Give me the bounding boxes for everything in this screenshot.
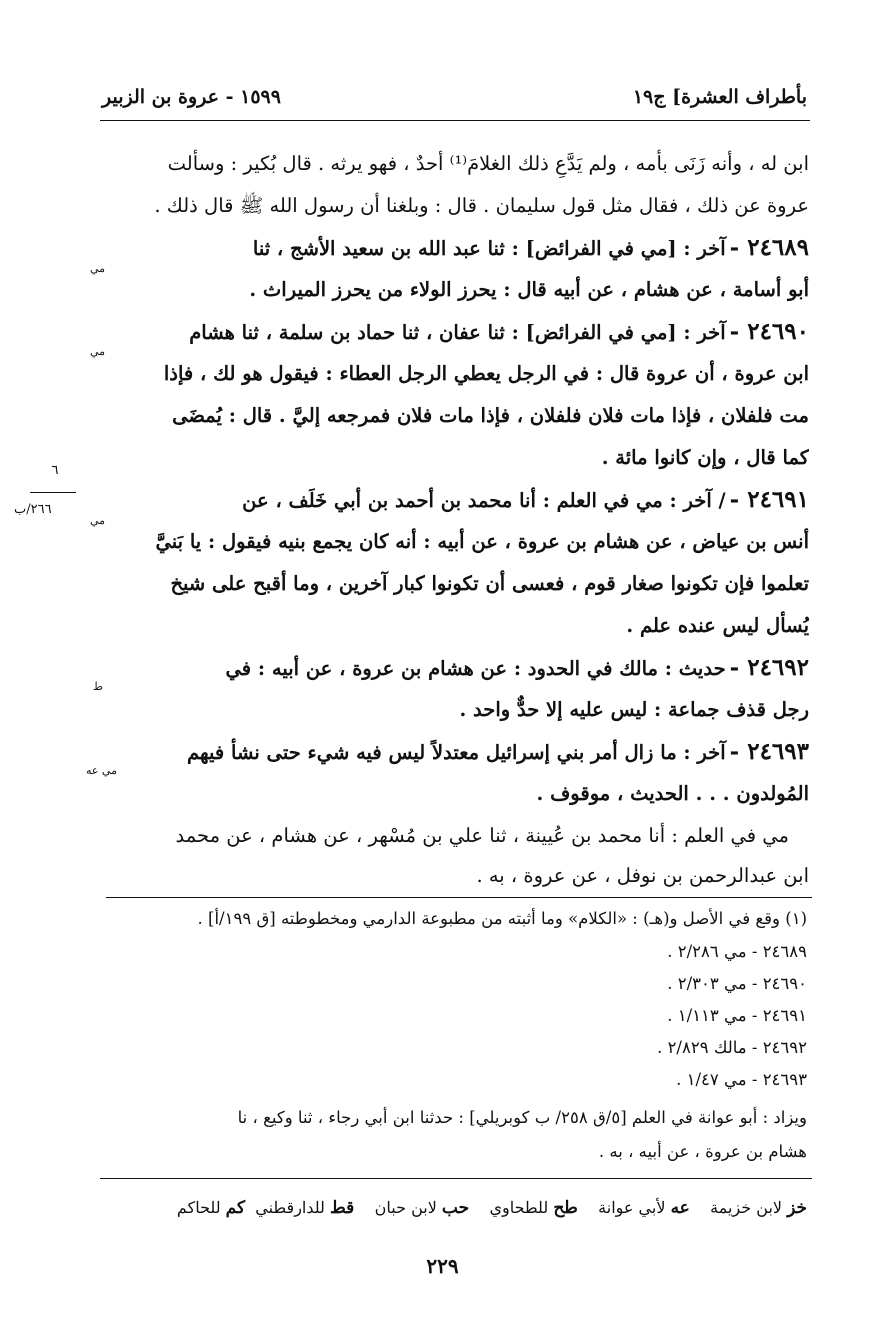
footnote: (١) وقع في الأصل و(هـ) : «الكلام» وما أثبته من مطبوعة الدارمي ومخطوطته [ق ١٩٩/أ] .: [197, 909, 807, 928]
entry-number: ٢٤٦٩٢ -: [729, 654, 809, 681]
siglum: مي: [89, 262, 105, 275]
abbr-item: طح للطحاوي: [489, 1198, 578, 1218]
footnote: ٢٤٦٨٩ - مي ٢/٢٨٦ .: [667, 942, 807, 961]
margin-folio-ref: ٢٦٦/ب: [14, 502, 52, 517]
entry-24693: ٢٤٦٩٣ -آخر : ما زال أمر بني إسرائيل معتدلاً ليس فيه شيء حتى نشأ فيهم: [187, 738, 809, 765]
page-number: ٢٢٩: [426, 1254, 459, 1278]
siglum: ط: [92, 680, 103, 693]
text-line: رجل قذف جماعة : ليس عليه إلا حدٌّ واحد .: [459, 698, 809, 721]
entry-24691: ٢٤٦٩١ -/ آخر : مي في العلم : أنا محمد بن أحمد بن أبي خَلَف ، عن: [242, 486, 809, 513]
footnote-rule: [106, 897, 812, 898]
siglum: مي: [89, 514, 105, 527]
abbr-item: حب لابن حبان: [374, 1198, 470, 1218]
entry-number: ٢٤٦٨٩ -: [729, 234, 809, 261]
text-line: ابن عروة ، أن عروة قال : في الرجل يعطي الرجل العطاء : فيقول هو لك ، فإذا: [163, 362, 809, 385]
text-line: عروة عن ذلك ، فقال مثل قول سليمان . قال : وبلغنا أن رسول الله ﷺ قال ذلك .: [154, 194, 809, 217]
footnote: هشام بن عروة ، عن أبيه ، به .: [598, 1142, 807, 1161]
header-rule: [100, 120, 810, 121]
footnote: ٢٤٦٩٠ - مي ٢/٣٠٣ .: [667, 974, 807, 993]
entry-24690: ٢٤٦٩٠ -آخر : [مي في الفرائض] : ثنا عفان ، ثنا حماد بن سلمة ، ثنا هشام: [189, 318, 809, 345]
text-line: أنس بن عياض ، عن هشام بن عروة ، عن أبيه : أنه كان يجمع بنيه فيقول : يا بَنيَّ: [155, 530, 809, 553]
footnote: ٢٤٦٩١ - مي ١/١١٣ .: [667, 1006, 807, 1025]
abbr-item: قط للدارقطني: [255, 1198, 355, 1218]
text-line: المُولدون . . . الحديث ، موقوف .: [536, 782, 809, 805]
text-line: ابن له ، وأنه زَنَى بأمه ، ولم يَدَّعِ ذلك الغلامَ⁽¹⁾ أحدٌ ، فهو يرثه . قال بُكير : وسألت: [167, 152, 809, 175]
footer-rule: [100, 1178, 812, 1179]
abbr-item: عه لأبي عوانة: [598, 1198, 690, 1218]
entry-24689: ٢٤٦٨٩ -آخر : [مي في الفرائض] : ثنا عبد الله بن سعيد الأشج ، ثنا: [252, 234, 809, 261]
text-line: مت فلفلان ، فإذا مات فلان فلفلان ، فإذا مات فلان فمرجعه إليَّ . قال : يُمضَى: [172, 404, 809, 427]
abbr-item: خز لابن خزيمة: [710, 1198, 807, 1218]
text-line: يُسأل ليس عنده علم .: [626, 614, 809, 637]
text-line: تعلموا فإن تكونوا صغار قوم ، فعسى أن تكونوا كبار آخرين ، وما أقبح على شيخ: [170, 572, 809, 595]
running-title: بأطراف العشرة] ج١٩: [632, 86, 807, 108]
entry-24692: ٢٤٦٩٢ -حديث : مالك في الحدود : عن هشام بن عروة ، عن أبيه : في: [225, 654, 809, 681]
section-title: ١٥٩٩ - عروة بن الزبير: [102, 86, 281, 108]
text-line: أبو أسامة ، عن هشام ، عن أبيه قال : يحرز الولاء من يحرز الميراث .: [249, 278, 809, 301]
siglum: مي: [89, 345, 105, 358]
margin-number: ٦: [51, 463, 59, 478]
text-line: كما قال ، وإن كانوا مائة .: [601, 446, 809, 469]
abbreviation-key: [95, 1194, 807, 1222]
text-line: ابن عبدالرحمن بن نوفل ، عن عروة ، به .: [476, 864, 809, 887]
footnote: ٢٤٦٩٢ - مالك ٢/٨٢٩ .: [657, 1038, 807, 1057]
entry-number: ٢٤٦٩٣ -: [729, 738, 809, 765]
abbr-item: كم للحاكم: [176, 1198, 246, 1218]
text-line: مي في العلم : أنا محمد بن عُيينة ، ثنا علي بن مُسْهر ، عن هشام ، عن محمد: [175, 824, 789, 847]
footnote: ٢٤٦٩٣ - مي ١/٤٧ .: [676, 1070, 807, 1089]
footnote: ويزاد : أبو عوانة في العلم [٥/ق ٢٥٨/ ب كوبريلي] : حدثنا ابن أبي رجاء ، ثنا وكيع ، نا: [237, 1108, 807, 1127]
siglum: مي عه: [85, 764, 117, 777]
entry-number: ٢٤٦٩١ -: [729, 486, 809, 513]
entry-number: ٢٤٦٩٠ -: [729, 318, 809, 345]
margin-rule: [30, 492, 76, 493]
